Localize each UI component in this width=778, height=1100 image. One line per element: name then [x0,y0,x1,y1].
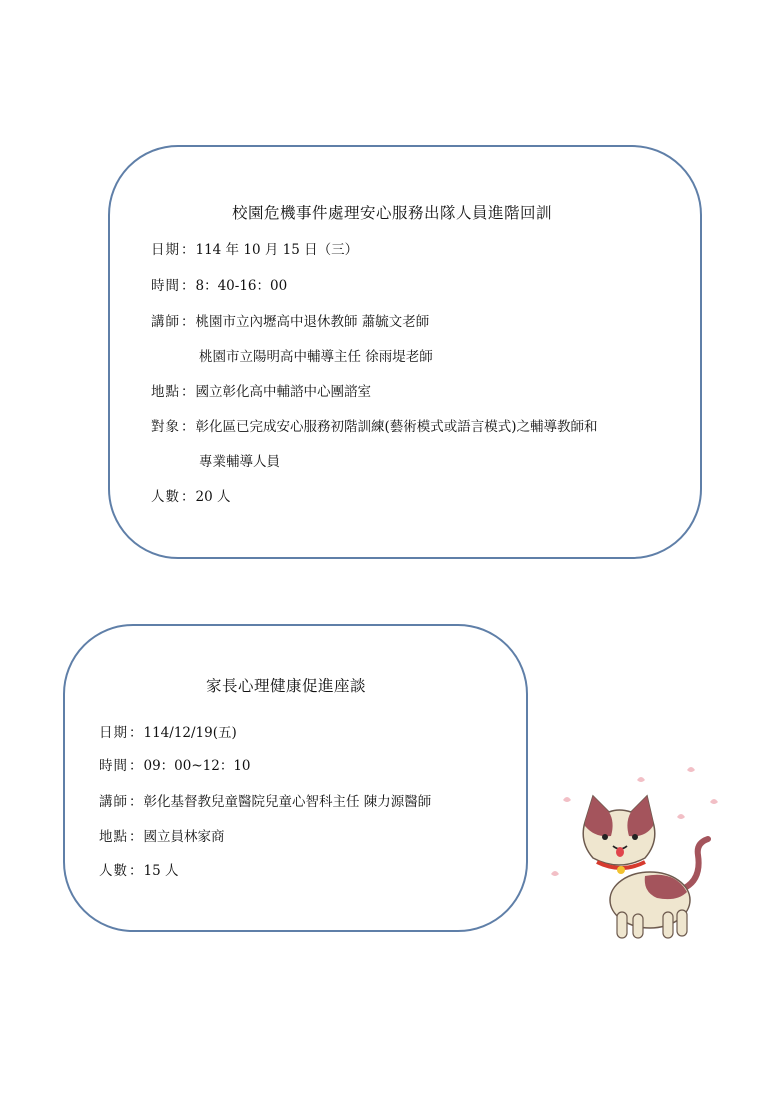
instructor-value: 彰化基督教兒童醫院兒童心智科主任 陳力源醫師 [143,794,432,810]
cat-leg [677,910,687,936]
instructor-row [151,313,429,331]
audience-value: 彰化區已完成安心服務初階訓練(藝術模式或語言模式)之輔導教師和 [195,419,598,435]
count-row [99,862,178,880]
place-label: 地點 [99,829,128,845]
cat-with-petals-illustration [545,762,725,942]
cat-leg [617,912,627,938]
cat-eye [602,834,608,840]
time-value: 09：00~12：10 [143,758,251,774]
cat-leg [663,912,673,938]
time-label: 時間 [151,278,180,294]
event-card-parent-talk [63,624,528,932]
event-title: 校園危機事件處理安心服務出隊人員進階回訓 [232,204,553,222]
event-title: 家長心理健康促進座談 [206,677,367,695]
petal-icon [563,797,571,802]
date-label: 日期 [99,725,128,741]
cat-tongue [616,847,624,857]
cat-eye [632,834,638,840]
count-label: 人數 [99,863,128,879]
colon: ： [181,314,195,330]
colon: ： [181,384,195,400]
colon: ： [129,794,143,810]
cat-leg [633,914,643,938]
time-row [99,757,251,775]
instructor-value: 桃園市立內壢高中退休教師 蕭毓文老師 [195,314,430,330]
count-value: 15 人 [143,863,179,879]
colon: ： [129,863,143,879]
date-row [151,241,358,259]
bell-icon [617,866,625,874]
petal-icon [677,814,685,819]
place-value: 國立員林家商 [143,829,225,845]
time-label: 時間 [99,758,128,774]
colon: ： [129,829,143,845]
instructor-row [99,793,431,811]
audience-row-continued [199,453,280,471]
place-row [99,828,225,846]
time-row [151,277,287,295]
colon: ： [129,725,143,741]
date-label: 日期 [151,242,180,258]
colon: ： [181,278,195,294]
place-row [151,383,371,401]
count-row [151,488,230,506]
audience-label: 對象 [151,419,180,435]
colon: ： [181,242,195,258]
audience-value: 專業輔導人員 [199,454,280,470]
petal-icon [710,799,718,804]
place-label: 地點 [151,384,180,400]
count-label: 人數 [151,489,180,505]
colon: ： [181,419,195,435]
audience-row [151,418,598,436]
date-value: 114 年 10 月 15 日（三） [195,242,359,258]
date-row [99,724,237,742]
date-value: 114/12/19(五) [143,725,237,741]
time-value: 8：40-16：00 [195,278,288,294]
place-value: 國立彰化高中輔諮中心團諮室 [195,384,371,400]
instructor-value: 桃園市立陽明高中輔導主任 徐雨堤老師 [199,349,433,365]
colon: ： [129,758,143,774]
cat-tail [680,839,708,890]
colon: ： [181,489,195,505]
petal-icon [637,777,645,782]
petal-icon [551,871,559,876]
petal-icon [687,767,695,772]
instructor-label: 講師 [151,314,180,330]
count-value: 20 人 [195,489,231,505]
instructor-row-continued [199,348,433,366]
event-card-training [108,145,702,559]
instructor-label: 講師 [99,794,128,810]
